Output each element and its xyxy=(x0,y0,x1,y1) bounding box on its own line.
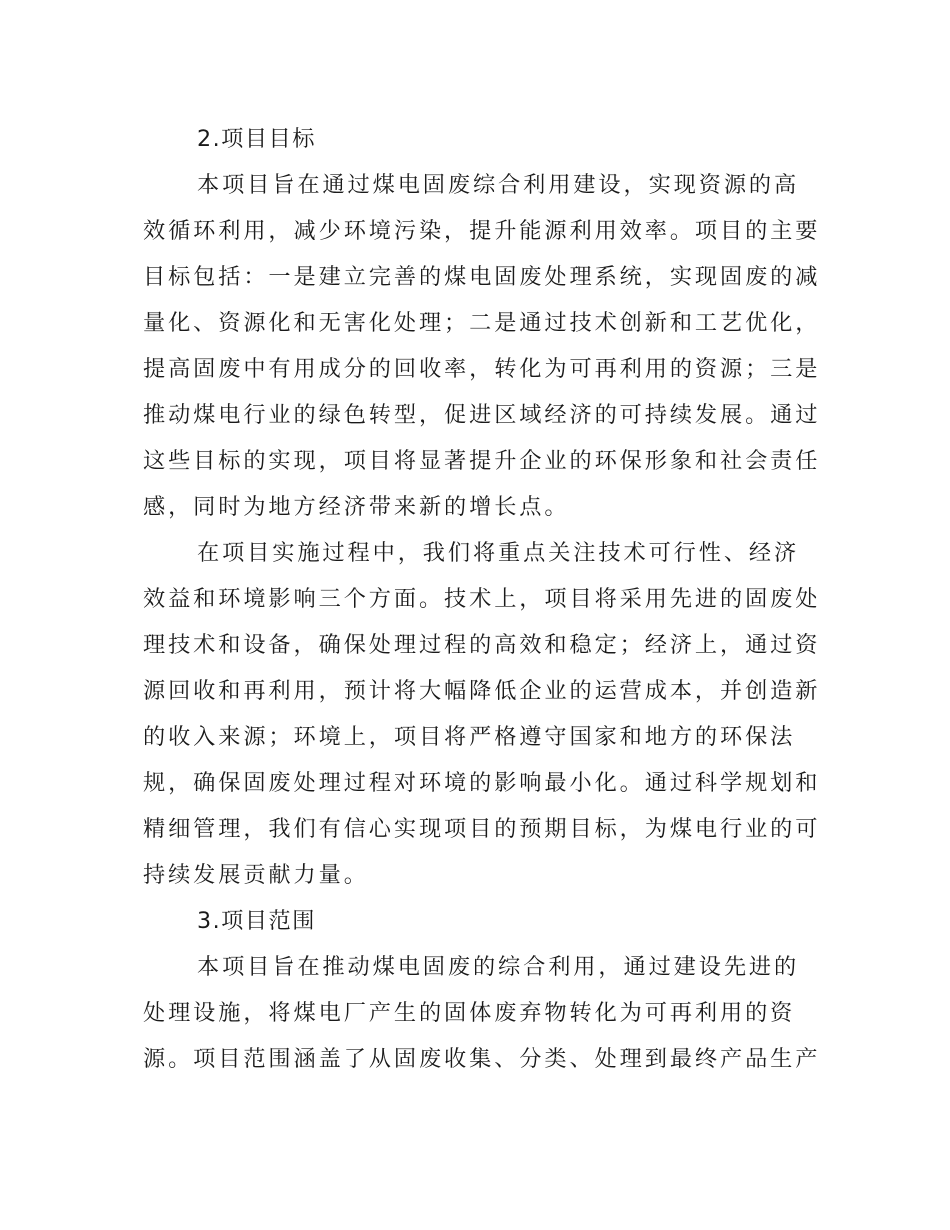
section-heading-project-scope: 3.项目范围 xyxy=(197,908,316,934)
paragraph-line: 规，确保固废处理过程对环境的影响最小化。通过科学规划和 xyxy=(143,770,821,796)
paragraph-line: 精细管理，我们有信心实现项目的预期目标，为煤电行业的可 xyxy=(143,816,821,842)
paragraph-line: 目标包括：一是建立完善的煤电固废处理系统，实现固废的减 xyxy=(143,264,821,290)
paragraph-line: 感，同时为地方经济带来新的增长点。 xyxy=(143,494,570,520)
paragraph-line: 这些目标的实现，项目将显著提升企业的环保形象和社会责任 xyxy=(143,448,821,474)
paragraph-line: 提高固废中有用成分的回收率，转化为可再利用的资源；三是 xyxy=(143,356,821,382)
paragraph-line: 量化、资源化和无害化处理；二是通过技术创新和工艺优化， xyxy=(143,310,821,336)
paragraph-line: 处理设施，将煤电厂产生的固体废弃物转化为可再利用的资 xyxy=(143,1000,796,1026)
paragraph-line: 效循环利用，减少环境污染，提升能源利用效率。项目的主要 xyxy=(143,218,821,244)
paragraph-line: 的收入来源；环境上，项目将严格遵守国家和地方的环保法 xyxy=(143,724,796,750)
paragraph-line: 源。项目范围涵盖了从固废收集、分类、处理到最终产品生产 xyxy=(143,1046,821,1072)
paragraph-line: 在项目实施过程中，我们将重点关注技术可行性、经济 xyxy=(197,540,800,566)
paragraph-line: 本项目旨在推动煤电固废的综合利用，通过建设先进的 xyxy=(197,954,800,980)
section-heading-project-goals: 2.项目目标 xyxy=(197,126,316,152)
paragraph-line: 源回收和再利用，预计将大幅降低企业的运营成本，并创造新 xyxy=(143,678,821,704)
paragraph-line: 效益和环境影响三个方面。技术上，项目将采用先进的固废处 xyxy=(143,586,821,612)
paragraph-line: 理技术和设备，确保处理过程的高效和稳定；经济上，通过资 xyxy=(143,632,821,658)
paragraph-line: 推动煤电行业的绿色转型，促进区域经济的可持续发展。通过 xyxy=(143,402,821,428)
paragraph-line: 持续发展贡献力量。 xyxy=(143,862,369,888)
paragraph-line: 本项目旨在通过煤电固废综合利用建设，实现资源的高 xyxy=(197,172,800,198)
